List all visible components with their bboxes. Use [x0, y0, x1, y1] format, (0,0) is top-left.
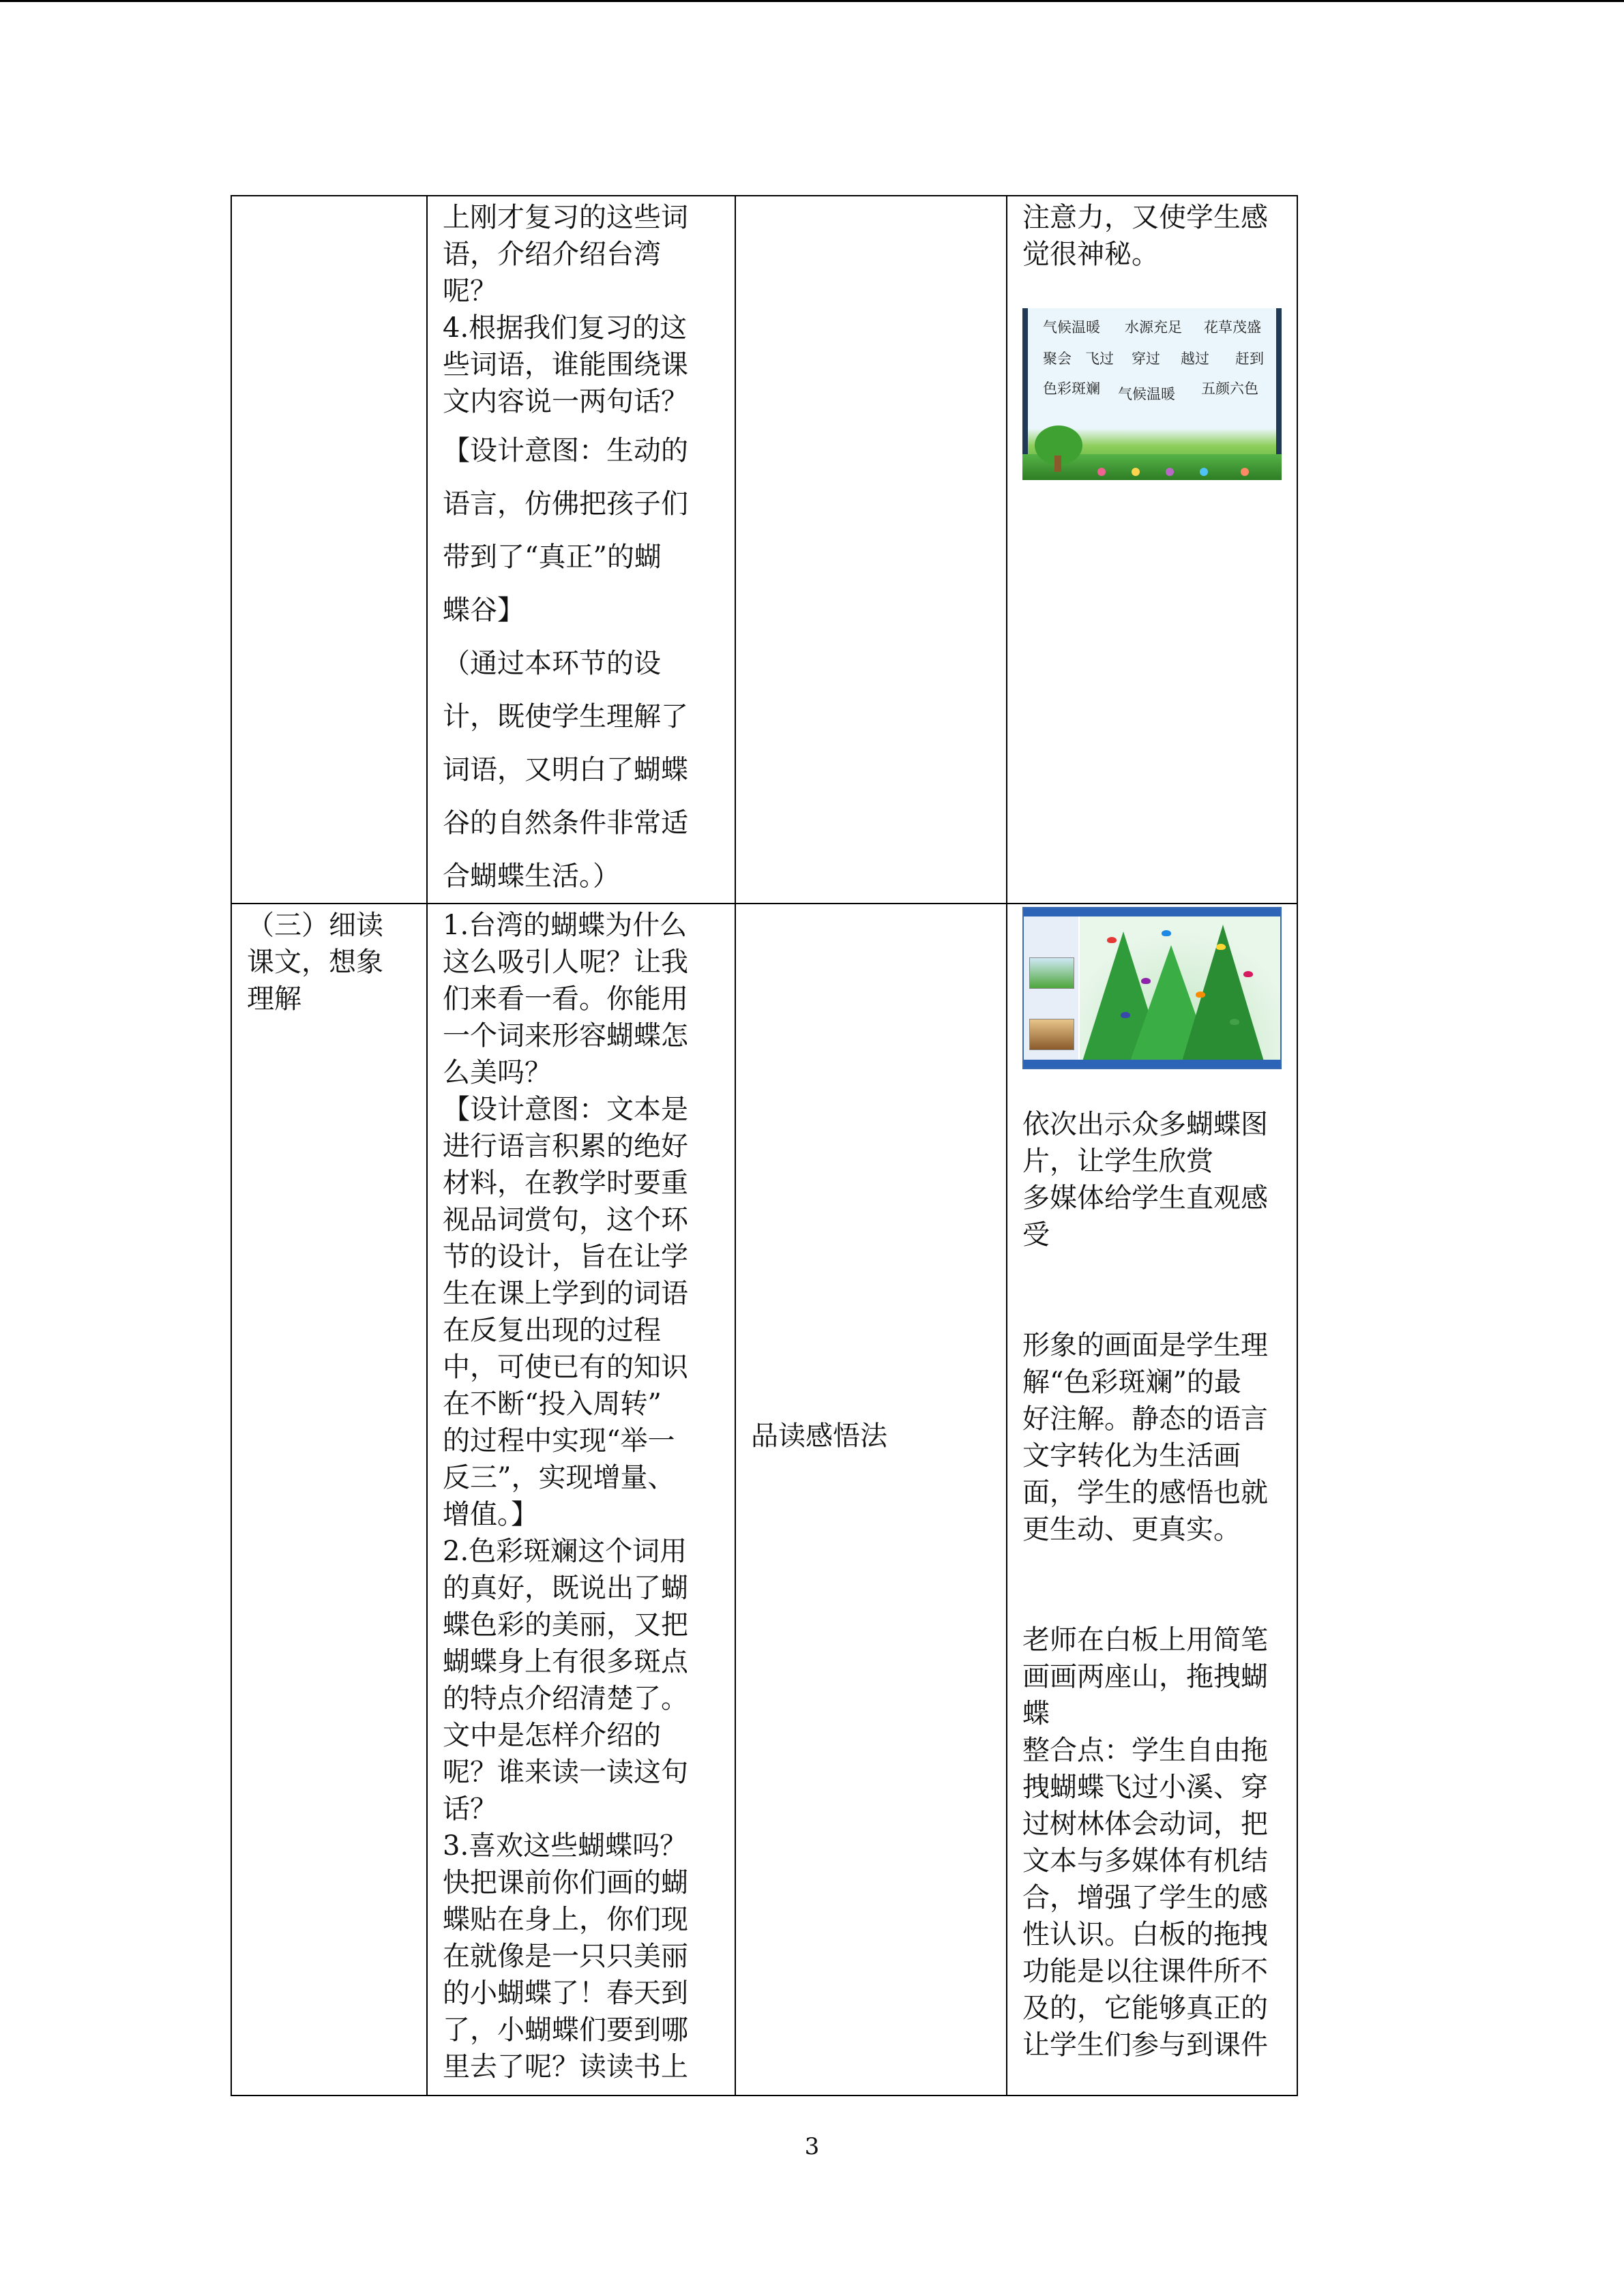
butterfly-graphic	[1216, 944, 1226, 950]
slide-word: 花草茂盛	[1204, 319, 1261, 336]
text-line: 的特点介绍清楚了。	[443, 1683, 688, 1714]
text-line: 增值。】	[443, 1499, 538, 1530]
slide-word: 气候温暖	[1043, 319, 1100, 336]
text-line: 3.喜欢这些蝴蝶吗？	[443, 1830, 688, 1862]
text-line: 依次出示众多蝴蝶图	[1022, 1109, 1268, 1140]
flower-graphic	[1200, 468, 1208, 476]
butterfly-graphic	[1196, 992, 1205, 998]
page-number: 3	[804, 2133, 820, 2160]
text-line: 中，可使已有的知识	[443, 1352, 688, 1383]
table-row	[231, 904, 1297, 2096]
text-line: 的过程中实现“举一	[443, 1425, 675, 1457]
text-line: 【设计意图：文本是	[443, 1094, 688, 1125]
text-line: 好注解。静态的语言	[1022, 1403, 1268, 1435]
text-line: 理解	[247, 983, 301, 1015]
text-line: 多媒体给学生直观感	[1022, 1182, 1268, 1214]
text-line: 文中是怎样介绍的	[443, 1720, 661, 1751]
flower-graphic	[1166, 468, 1174, 476]
text-line: 呢？谁来读一读这句	[443, 1757, 688, 1788]
window-titlebar	[1024, 908, 1280, 916]
text-line: 整合点：学生自由拖	[1022, 1735, 1268, 1766]
slide-word: 赶到	[1235, 351, 1264, 367]
flower-graphic	[1097, 468, 1106, 476]
text-line: 过树林体会动词，把	[1022, 1808, 1268, 1840]
flower-graphic	[1241, 468, 1249, 476]
text-line: 计，既使学生理解了	[443, 701, 688, 732]
text-line: 片，让学生欣赏	[1022, 1146, 1213, 1177]
media-cell	[1007, 904, 1297, 2096]
text-line: 么美吗？	[443, 1057, 552, 1088]
method-cell	[735, 904, 1007, 2096]
butterfly-graphic	[1141, 978, 1151, 984]
text-line: 一个词来形容蝴蝶怎	[443, 1020, 688, 1052]
text-line: 生在课上学到的词语	[443, 1278, 688, 1309]
window-taskbar	[1024, 1060, 1280, 1068]
text-line: 话？	[443, 1793, 497, 1825]
text-line: 们来看一看。你能用	[443, 983, 688, 1015]
text-line: 蝶	[1022, 1698, 1050, 1729]
text-line: 的真好，既说出了蝴	[443, 1572, 688, 1604]
butterfly-graphic	[1230, 1019, 1239, 1025]
step-cell	[231, 196, 427, 904]
slide-word: 飞过	[1085, 351, 1114, 367]
text-line: 更生动、更真实。	[1022, 1514, 1241, 1545]
text-line: 语，介绍介绍台湾	[443, 239, 661, 270]
text-line: 画画两座山，拖拽蝴	[1022, 1661, 1268, 1693]
media-note-group	[1022, 1622, 1282, 2063]
flower-graphic	[1132, 468, 1140, 476]
tree-trunk-graphic	[1054, 456, 1061, 472]
text-line: 合蝴蝶生活。）	[443, 861, 620, 892]
text-line: 了，小蝴蝶们要到哪	[443, 2014, 688, 2046]
butterfly-valley-slide-image	[1022, 907, 1282, 1069]
text-line: 呢？	[443, 275, 497, 307]
text-line: 文本与多媒体有机结	[1022, 1845, 1268, 1877]
text-line: （三）细读	[247, 910, 383, 941]
step-cell	[231, 904, 427, 2096]
butterfly-graphic	[1162, 930, 1171, 936]
table-row	[231, 196, 1297, 904]
activity-cell	[427, 196, 735, 904]
text-line: 及的，它能够真正的	[1022, 1993, 1268, 2024]
media-note-group	[1022, 1327, 1282, 1548]
text-line: 1.台湾的蝴蝶为什么	[443, 910, 688, 941]
text-line: 材料，在教学时要重	[443, 1167, 688, 1199]
text-line: 的小蝴蝶了！春天到	[443, 1978, 688, 2009]
text-line: （通过本环节的设	[443, 648, 661, 679]
text-line: 觉很神秘。	[1022, 239, 1159, 270]
text-line: 性认识。白板的拖拽	[1022, 1919, 1268, 1950]
text-line: 文内容说一两句话？	[443, 386, 688, 417]
text-line: 些词语，谁能围绕课	[443, 349, 688, 381]
slide-thumbnail	[1029, 957, 1074, 989]
text-line: 文字转化为生活画	[1022, 1440, 1241, 1472]
text-line: 注意力，又使学生感	[1022, 202, 1268, 233]
text-line: 里去了呢？读读书上	[443, 2051, 688, 2083]
slide-thumbnail	[1029, 1019, 1074, 1050]
butterfly-graphic	[1243, 971, 1253, 977]
vocabulary-slide-image	[1022, 308, 1282, 480]
text-line: 在就像是一只只美丽	[443, 1941, 688, 1972]
slide-word: 越过	[1181, 351, 1209, 367]
slide-canvas	[1080, 916, 1280, 1061]
text-line: 在反复出现的过程	[443, 1315, 661, 1346]
slide-word: 聚会	[1043, 351, 1072, 367]
text-line: 语言，仿佛把孩子们	[443, 488, 688, 520]
lesson-plan-table	[231, 195, 1298, 2096]
text-line: 在不断“投入周转”	[443, 1388, 662, 1420]
text-line: 蝴蝶身上有很多斑点	[443, 1646, 688, 1678]
slide-word: 穿过	[1132, 351, 1160, 367]
text-line: 带到了“真正”的蝴	[443, 541, 662, 573]
text-line: 蝶谷】	[443, 595, 525, 626]
text-line: 形象的画面是学生理	[1022, 1330, 1268, 1361]
text-line: 拽蝴蝶飞过小溪、穿	[1022, 1772, 1268, 1803]
slide-sidebar	[1024, 916, 1078, 1061]
method-cell	[735, 196, 1007, 904]
slide-word: 色彩斑斓	[1043, 381, 1100, 397]
text-line: 蝶色彩的美丽，又把	[443, 1609, 688, 1641]
text-line: 节的设计，旨在让学	[443, 1241, 688, 1272]
teaching-method: 品读感悟法	[751, 1420, 887, 1452]
text-line: 功能是以往课件所不	[1022, 1956, 1268, 1987]
text-line: 4.根据我们复习的这	[443, 312, 688, 344]
text-line: 合，增强了学生的感	[1022, 1882, 1268, 1913]
butterfly-graphic	[1107, 937, 1117, 943]
text-line: 反三”，实现增量、	[443, 1462, 675, 1493]
text-line: 课文，想象	[247, 946, 383, 978]
butterfly-graphic	[1121, 1012, 1130, 1018]
slide-word: 气候温暖	[1118, 386, 1175, 402]
text-line: 快把课前你们画的蝴	[443, 1867, 688, 1898]
text-line: 上刚才复习的这些词	[443, 202, 688, 233]
text-line: 2.色彩斑斓这个词用	[443, 1536, 688, 1567]
text-line: 视品词赏句，这个环	[443, 1204, 688, 1236]
text-line: 这么吸引人呢？让我	[443, 946, 688, 978]
text-line: 解“色彩斑斓”的最	[1022, 1367, 1241, 1398]
text-line: 老师在白板上用简笔	[1022, 1624, 1268, 1656]
text-line: 【设计意图：生动的	[443, 435, 688, 466]
text-line: 谷的自然条件非常适	[443, 807, 688, 839]
text-line: 蝶贴在身上，你们现	[443, 1904, 688, 1935]
text-line: 让学生们参与到课件	[1022, 2029, 1268, 2061]
text-line: 词语，又明白了蝴蝶	[443, 754, 688, 786]
text-line: 受	[1022, 1219, 1050, 1251]
page-top-border	[0, 0, 1624, 2]
activity-cell	[427, 904, 735, 2096]
slide-word: 五颜六色	[1201, 381, 1258, 397]
text-line: 面，学生的感悟也就	[1022, 1477, 1268, 1508]
media-note-group	[1022, 1106, 1282, 1253]
slide-word: 水源充足	[1125, 319, 1182, 336]
media-cell	[1007, 196, 1297, 904]
text-line: 进行语言积累的绝好	[443, 1131, 688, 1162]
